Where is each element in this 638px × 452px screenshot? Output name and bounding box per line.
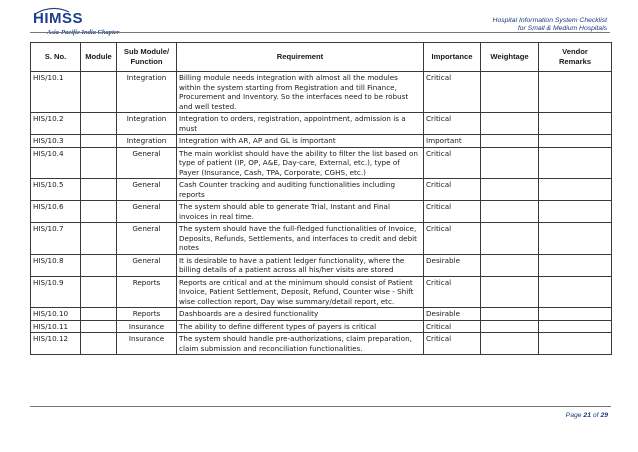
- cell-sno: HIS/10.5: [31, 179, 81, 201]
- cell-submodule: General: [117, 223, 177, 255]
- cell-weightage: [481, 113, 539, 135]
- page-current: 21: [583, 412, 591, 419]
- cell-submodule: Integration: [117, 72, 177, 113]
- cell-sno: HIS/10.3: [31, 135, 81, 148]
- table-row: [31, 201, 612, 223]
- cell-vendor-remarks: [539, 276, 612, 308]
- col-requirement-header: Requirement: [177, 43, 424, 72]
- col-importance-header: Importance: [424, 43, 481, 72]
- table-row: [31, 308, 612, 321]
- col-vendor-remarks-header: Vendor Remarks: [539, 43, 612, 72]
- cell-weightage: [481, 276, 539, 308]
- cell-weightage: [481, 333, 539, 355]
- cell-weightage: [481, 147, 539, 179]
- cell-importance: Critical: [424, 201, 481, 223]
- header-divider: [30, 32, 610, 33]
- table-row: [31, 333, 612, 355]
- table-row: [31, 72, 612, 113]
- cell-module: [81, 320, 117, 333]
- table-row: [31, 113, 612, 135]
- cell-vendor-remarks: [539, 147, 612, 179]
- cell-sno: HIS/10.7: [31, 223, 81, 255]
- cell-module: [81, 147, 117, 179]
- cell-requirement: It is desirable to have a patient ledger functionality, where the billing details of a patient across all his/her visits are stored: [177, 254, 424, 276]
- cell-weightage: [481, 179, 539, 201]
- col-submodule-header: Sub Module/ Function: [117, 43, 177, 72]
- cell-sno: HIS/10.4: [31, 147, 81, 179]
- cell-importance: Critical: [424, 179, 481, 201]
- cell-importance: Critical: [424, 72, 481, 113]
- table-header-row: [31, 43, 612, 72]
- cell-sno: HIS/10.6: [31, 201, 81, 223]
- cell-vendor-remarks: [539, 333, 612, 355]
- cell-importance: Important: [424, 135, 481, 148]
- page-total: 29: [600, 412, 608, 419]
- col-module-header: Module: [81, 43, 117, 72]
- cell-weightage: [481, 135, 539, 148]
- document-title-line2: for Small & Medium Hospitals: [517, 25, 607, 32]
- cell-submodule: Reports: [117, 276, 177, 308]
- cell-module: [81, 254, 117, 276]
- cell-module: [81, 135, 117, 148]
- cell-requirement: Integration to orders, registration, appointment, admission is a must: [177, 113, 424, 135]
- cell-importance: Desirable: [424, 308, 481, 321]
- cell-vendor-remarks: [539, 254, 612, 276]
- table-row: [31, 135, 612, 148]
- cell-vendor-remarks: [539, 223, 612, 255]
- cell-weightage: [481, 320, 539, 333]
- cell-requirement: Billing module needs integration with almost all the modules within the system starting from Registration and till Finance, Procurement and Inventory. So the interfaces need to be robust and well tested.: [177, 72, 424, 113]
- cell-vendor-remarks: [539, 201, 612, 223]
- cell-submodule: Insurance: [117, 320, 177, 333]
- cell-vendor-remarks: [539, 320, 612, 333]
- table-row: [31, 254, 612, 276]
- cell-requirement: The system should have the full-fledged functionalities of Invoice, Deposits, Refunds, Settlements, and interfaces to credit and debit notes: [177, 223, 424, 255]
- logo-text: HIMSS: [33, 10, 84, 27]
- cell-submodule: General: [117, 254, 177, 276]
- cell-submodule: Integration: [117, 135, 177, 148]
- cell-sno: HIS/10.8: [31, 254, 81, 276]
- checklist-table: [30, 42, 612, 355]
- table-row: [31, 276, 612, 308]
- cell-module: [81, 72, 117, 113]
- col-sno-header: S. No.: [31, 43, 81, 72]
- cell-submodule: General: [117, 147, 177, 179]
- cell-requirement: Dashboards are a desired functionality: [177, 308, 424, 321]
- cell-module: [81, 276, 117, 308]
- document-title-line1: Hospital Information System Checklist: [492, 17, 607, 24]
- page-number: [566, 412, 608, 419]
- cell-weightage: [481, 72, 539, 113]
- cell-sno: HIS/10.1: [31, 72, 81, 113]
- cell-requirement: Integration with AR, AP and GL is important: [177, 135, 424, 148]
- cell-requirement: The ability to define different types of payers is critical: [177, 320, 424, 333]
- cell-module: [81, 223, 117, 255]
- cell-sno: HIS/10.10: [31, 308, 81, 321]
- cell-vendor-remarks: [539, 179, 612, 201]
- cell-importance: Critical: [424, 223, 481, 255]
- cell-module: [81, 201, 117, 223]
- cell-sno: HIS/10.12: [31, 333, 81, 355]
- cell-importance: Critical: [424, 276, 481, 308]
- cell-weightage: [481, 308, 539, 321]
- cell-sno: HIS/10.2: [31, 113, 81, 135]
- cell-requirement: Cash Counter tracking and auditing functionalities including reports: [177, 179, 424, 201]
- footer-divider: [30, 406, 611, 407]
- himss-logo: [33, 10, 133, 40]
- cell-requirement: Reports are critical and at the minimum should consist of Patient Invoice, Patient Settlement, Deposit, Refund, Counter wise - Shift wise collection report, Day wise summary/detail report, etc.: [177, 276, 424, 308]
- cell-sno: HIS/10.11: [31, 320, 81, 333]
- cell-vendor-remarks: [539, 113, 612, 135]
- table-row: [31, 320, 612, 333]
- cell-submodule: Reports: [117, 308, 177, 321]
- page-of: of: [592, 412, 599, 419]
- table-body: [31, 72, 612, 355]
- cell-module: [81, 308, 117, 321]
- document-title: [493, 17, 607, 33]
- cell-importance: Critical: [424, 113, 481, 135]
- cell-submodule: General: [117, 179, 177, 201]
- cell-module: [81, 333, 117, 355]
- cell-module: [81, 179, 117, 201]
- cell-module: [81, 113, 117, 135]
- cell-vendor-remarks: [539, 308, 612, 321]
- cell-submodule: General: [117, 201, 177, 223]
- cell-vendor-remarks: [539, 72, 612, 113]
- cell-requirement: The system should handle pre-authorizations, claim preparation, claim submission and reconciliation functionalities.: [177, 333, 424, 355]
- cell-requirement: The main worklist should have the ability to filter the list based on type of patient (IP, OP, A&E, Day-care, External, etc.), type of Payer (Insurance, Cash, TPA, Corporate, CGHS, etc.): [177, 147, 424, 179]
- cell-importance: Desirable: [424, 254, 481, 276]
- cell-importance: Critical: [424, 320, 481, 333]
- cell-submodule: Insurance: [117, 333, 177, 355]
- cell-sno: HIS/10.9: [31, 276, 81, 308]
- cell-requirement: The system should able to generate Trial, Instant and Final invoices in real time.: [177, 201, 424, 223]
- cell-weightage: [481, 254, 539, 276]
- cell-importance: Critical: [424, 147, 481, 179]
- cell-vendor-remarks: [539, 135, 612, 148]
- cell-submodule: Integration: [117, 113, 177, 135]
- table-row: [31, 147, 612, 179]
- table-row: [31, 223, 612, 255]
- logo-subtitle: Asia-Pacific India Chapter: [47, 29, 120, 36]
- cell-importance: Critical: [424, 333, 481, 355]
- cell-weightage: [481, 223, 539, 255]
- page-prefix: Page: [565, 412, 582, 419]
- table-row: [31, 179, 612, 201]
- cell-weightage: [481, 201, 539, 223]
- col-weightage-header: Weightage: [481, 43, 539, 72]
